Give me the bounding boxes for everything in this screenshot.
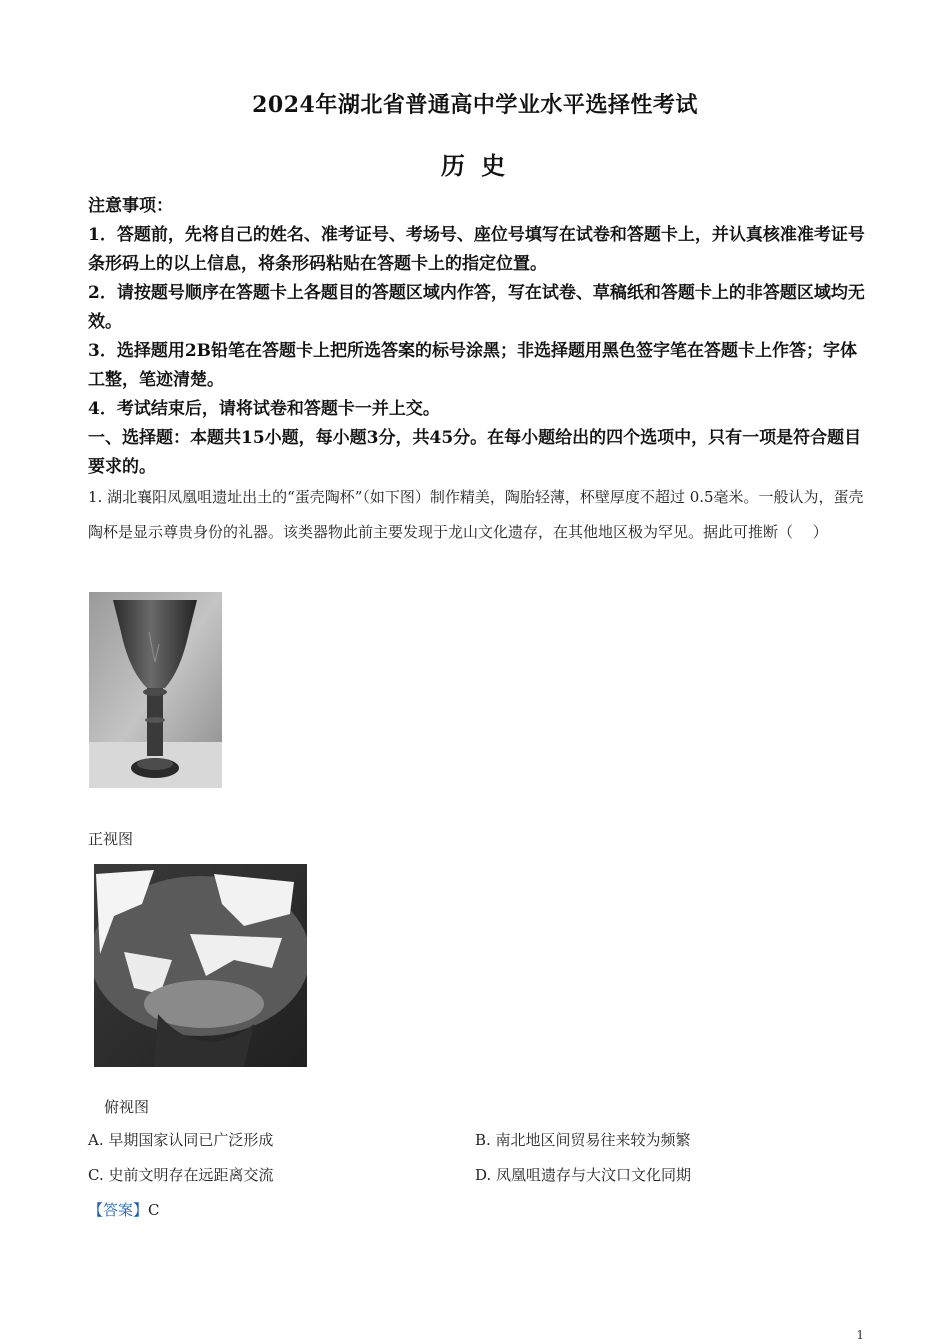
cup-front-view-image	[89, 592, 222, 788]
option-c: C. 史前文明存在远距离交流	[88, 1166, 274, 1184]
answer-value: C	[148, 1201, 160, 1219]
instruction-item: 4．考试结束后，请将试卷和答题卡一并上交。	[88, 399, 440, 419]
instruction-item: 3．选择题用2B铅笔在答题卡上把所选答案的标号涂黑；非选择题用黑色签字笔在答题卡上作答；字体工整，笔迹清楚。	[88, 341, 858, 390]
figure-caption-front-view: 正视图	[88, 830, 134, 848]
answer-line	[88, 1199, 160, 1220]
instructions-heading: 注意事项：	[88, 196, 173, 216]
option-b: B. 南北地区间贸易往来较为频繁	[475, 1131, 691, 1149]
answer-tag: 【答案】	[88, 1201, 149, 1219]
instructions-block	[88, 192, 866, 482]
figure-caption-top-view: 俯视图	[104, 1098, 150, 1116]
page-number: 1	[856, 1328, 864, 1342]
question-stem: 1. 湖北襄阳凤凰咀遗址出土的“蛋壳陶杯”（如下图）制作精美，陶胎轻薄，杯壁厚度不超过 0.5毫米。一般认为，蛋壳陶杯是显示尊贵身份的礼器。该类器物此前主要发现于龙山文化遗存，在其他地区极为罕见。据此可推断（ ）	[88, 488, 864, 541]
instruction-item: 1．答题前，先将自己的姓名、准考证号、考场号、座位号填写在试卷和答题卡上，并认真核准准考证号条形码上的以上信息，将条形码粘贴在答题卡上的指定位置。	[88, 225, 865, 274]
option-a: A. 早期国家认同已广泛形成	[88, 1131, 274, 1149]
exam-title: 2024年湖北省普通高中学业水平选择性考试	[252, 92, 698, 118]
exam-subject: 历 史	[440, 151, 510, 180]
section-heading: 一、选择题：本题共15小题，每小题3分，共45分。在每小题给出的四个选项中，只有一项是符合题目要求的。	[88, 428, 862, 477]
option-d: D. 凤凰咀遗存与大汶口文化同期	[475, 1166, 692, 1184]
cup-top-view-image	[94, 864, 307, 1067]
instruction-item: 2．请按题号顺序在答题卡上各题目的答题区域内作答，写在试卷、草稿纸和答题卡上的非答题区域均无效。	[88, 283, 865, 332]
